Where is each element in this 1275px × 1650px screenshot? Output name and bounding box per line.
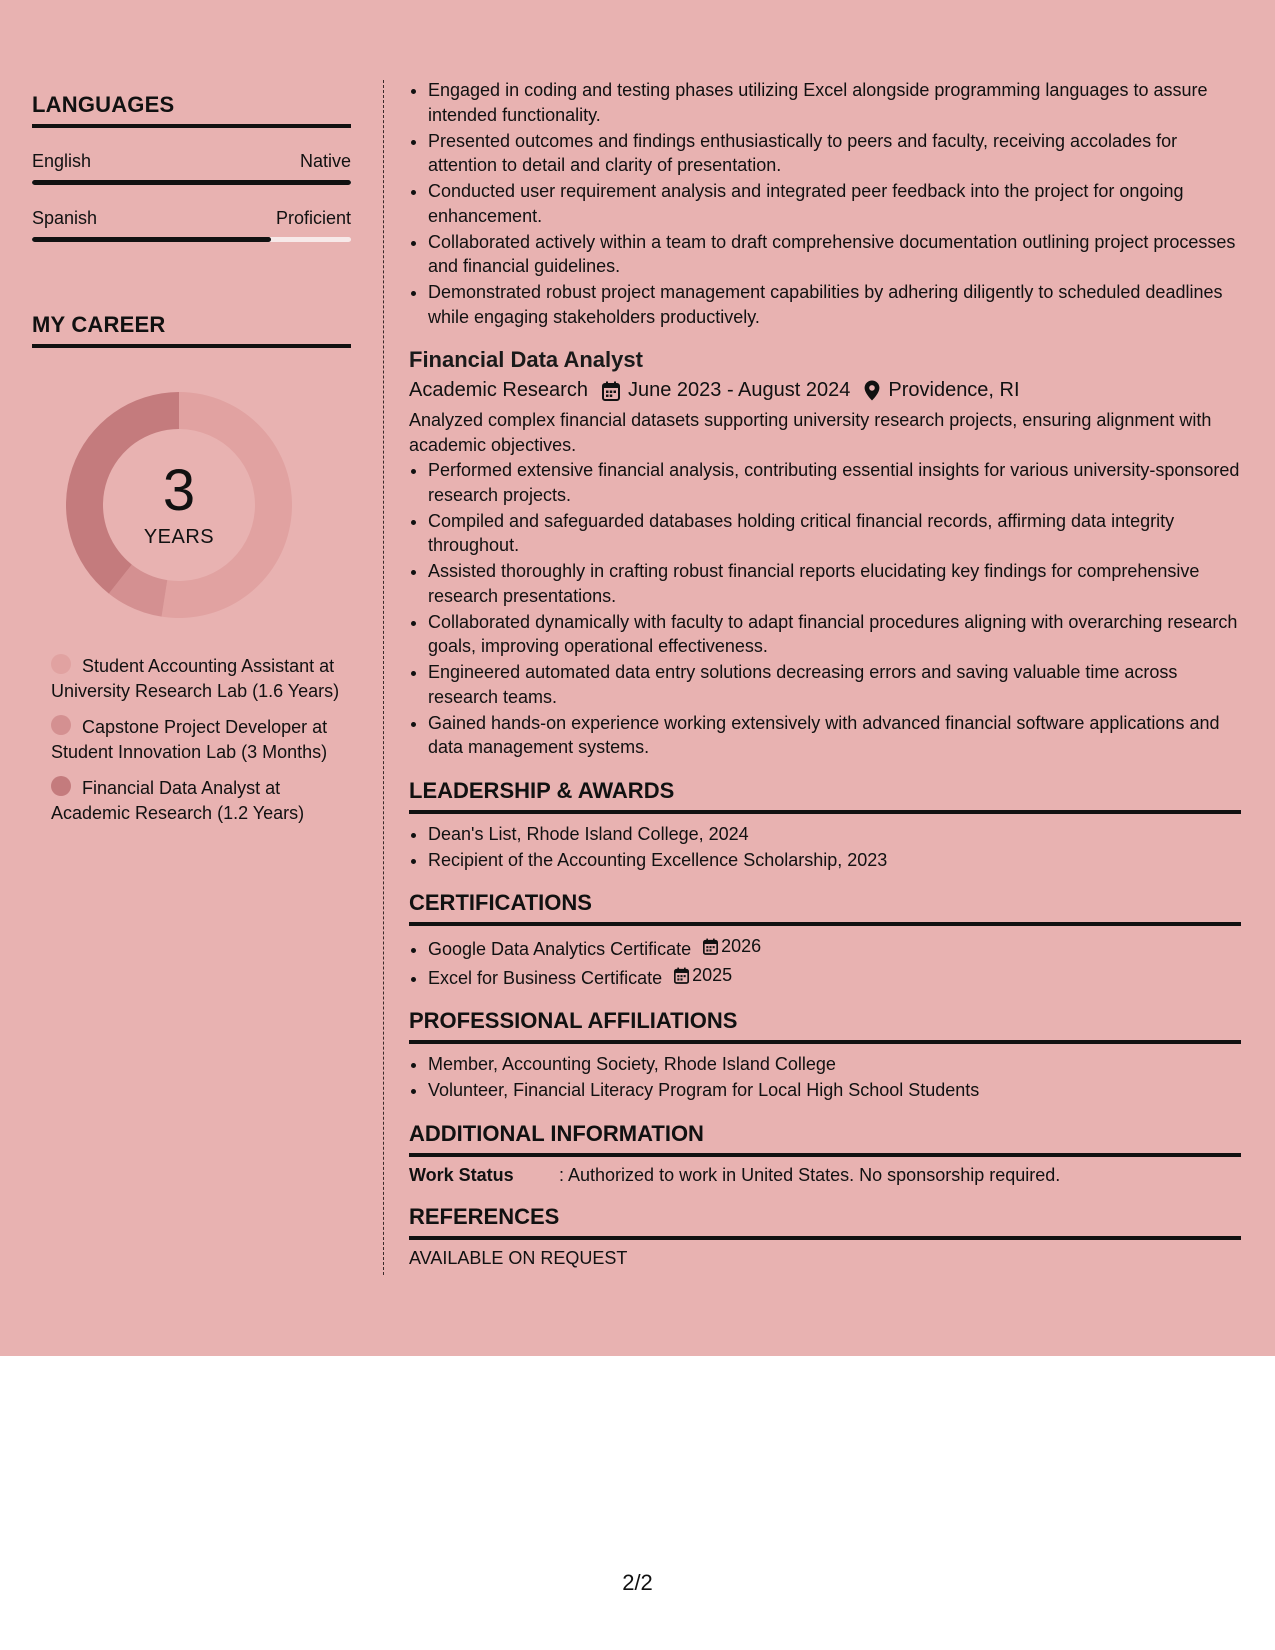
- language-name: English: [32, 151, 92, 171]
- location-pin-icon: [864, 380, 880, 401]
- list-item: • Conducted user requirement analysis and integrated peer feedback into the project for ongoing enhancement.: [428, 179, 1241, 228]
- list-item: • Dean's List, Rhode Island College, 2024: [428, 822, 1241, 847]
- list-item: [428, 934, 1241, 961]
- legend-text: Capstone Project Developer at Student Innovation Lab (3 Months): [51, 717, 328, 762]
- affiliations-list: [409, 1052, 1241, 1103]
- additional-info-title: ADDITIONAL INFORMATION: [409, 1121, 1241, 1157]
- language-level-bar: [32, 237, 351, 242]
- affiliations-title: PROFESSIONAL AFFILIATIONS: [409, 1008, 1241, 1044]
- list-item: • Performed extensive financial analysis, contributing essential insights for various university-sponsored research projects.: [428, 458, 1241, 507]
- job-bullets: [409, 458, 1241, 760]
- job-company: Academic Research: [409, 379, 588, 401]
- language-item: [32, 150, 351, 185]
- list-item: • Collaborated dynamically with faculty to adapt financial procedures aligning with overarching research goals, improving operational effectiveness.: [428, 610, 1241, 659]
- career-section: [32, 312, 351, 825]
- list-item: • Compiled and safeguarded databases holding critical financial records, affirming data integrity throughout.: [428, 509, 1241, 558]
- career-years-unit: YEARS: [143, 525, 215, 548]
- language-level: Native: [299, 151, 351, 171]
- job-title: Financial Data Analyst: [409, 347, 643, 372]
- list-item: • Recipient of the Accounting Excellence Scholarship, 2023: [428, 848, 1241, 873]
- references-text: AVAILABLE ON REQUEST: [409, 1247, 628, 1268]
- language-item: [32, 207, 351, 242]
- language-name: Spanish: [32, 208, 98, 228]
- career-legend-item: [51, 776, 341, 825]
- language-level-fill: [32, 237, 271, 242]
- job-description: Analyzed complex financial datasets supporting university research projects, ensuring alignment with academic objectives.: [409, 410, 1212, 455]
- legend-dot: [51, 654, 71, 674]
- certifications-title: CERTIFICATIONS: [409, 890, 1241, 926]
- certification-year: 2026: [721, 936, 762, 956]
- legend-text: Student Accounting Assistant at University Research Lab (1.6 Years): [51, 656, 340, 701]
- list-item: • Engineered automated data entry solutions decreasing errors and saving valuable time across research teams.: [428, 660, 1241, 709]
- certification-name: Excel for Business Certificate: [428, 967, 663, 988]
- previous-job-bullets: [409, 78, 1241, 329]
- leadership-list: [409, 822, 1241, 873]
- legend-dot: [51, 776, 71, 796]
- work-status-value: : Authorized to work in United States. No sponsorship required.: [559, 1164, 1061, 1185]
- job-location: Providence, RI: [888, 379, 1020, 401]
- left-column: [32, 92, 351, 837]
- column-divider: [383, 80, 384, 1275]
- calendar-icon: [602, 381, 620, 401]
- certification-name: Google Data Analytics Certificate: [428, 938, 692, 959]
- list-item: • Assisted thoroughly in crafting robust financial reports elucidating key findings for comprehensive research presentations.: [428, 559, 1241, 608]
- language-level-fill: [32, 180, 351, 185]
- references-title: REFERENCES: [409, 1204, 1241, 1240]
- list-item: • Gained hands-on experience working extensively with advanced financial software applications and data management systems.: [428, 711, 1241, 760]
- language-level-bar: [32, 180, 351, 185]
- legend-text: Financial Data Analyst at Academic Research (1.2 Years): [51, 778, 305, 823]
- certifications-list: [409, 934, 1241, 990]
- job-meta: [409, 379, 1241, 402]
- career-donut-chart: [66, 392, 292, 618]
- calendar-icon: [703, 938, 718, 955]
- career-legend-item: [51, 715, 341, 764]
- list-item: • Volunteer, Financial Literacy Program for Local High School Students: [428, 1078, 1241, 1103]
- languages-title: LANGUAGES: [32, 92, 351, 128]
- list-item: • Engaged in coding and testing phases utilizing Excel alongside programming languages to assure intended functionality.: [428, 78, 1241, 127]
- work-status-row: [409, 1165, 1241, 1186]
- legend-dot: [51, 715, 71, 735]
- language-level: Proficient: [275, 208, 351, 228]
- career-legend-item: [51, 654, 341, 703]
- list-item: • Demonstrated robust project management capabilities by adhering diligently to scheduled deadlines while engaging stakeholders productively.: [428, 280, 1241, 329]
- page-number: 2/2: [622, 1570, 653, 1595]
- work-status-label: Work Status: [409, 1164, 514, 1185]
- list-item: [428, 963, 1241, 990]
- calendar-icon: [674, 967, 689, 984]
- certification-year: 2025: [692, 964, 733, 985]
- right-column: [409, 78, 1241, 1269]
- career-years-number: 3: [162, 457, 196, 523]
- list-item: • Member, Accounting Society, Rhode Island College: [428, 1052, 1241, 1077]
- job-dates: June 2023 - August 2024: [627, 379, 851, 401]
- career-legend: [51, 654, 341, 825]
- leadership-title: LEADERSHIP & AWARDS: [409, 778, 1241, 814]
- list-item: • Collaborated actively within a team to draft comprehensive documentation outlining project processes and financial guidelines.: [428, 230, 1241, 279]
- career-title: MY CAREER: [32, 312, 351, 348]
- list-item: • Presented outcomes and findings enthusiastically to peers and faculty, receiving accolades for attention to detail and clarity of presentation.: [428, 129, 1241, 178]
